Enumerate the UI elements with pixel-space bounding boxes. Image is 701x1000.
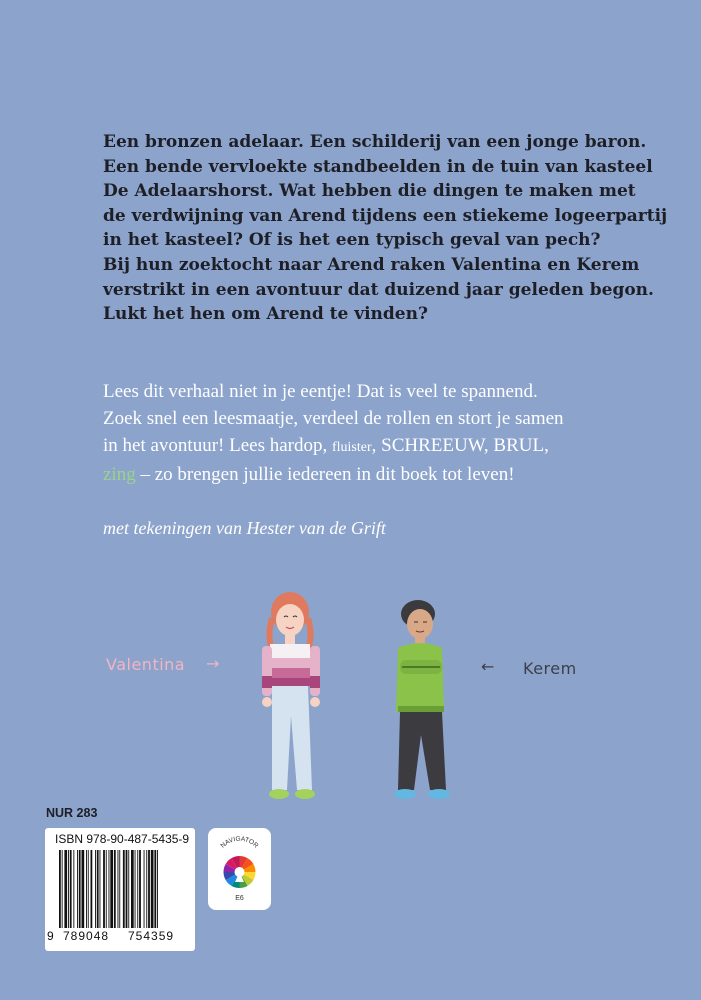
nur-code: NUR 283 xyxy=(46,806,98,820)
navigator-badge xyxy=(208,828,271,910)
barcode-bar xyxy=(100,850,101,928)
barcode-bar xyxy=(59,850,61,928)
blurb-line: de verdwijning van Arend tijdens een stiekeme logeerpartij xyxy=(103,205,668,226)
arrow-right-icon: → xyxy=(206,654,220,673)
intro-line: Lees dit verhaal niet in je eentje! Dat is veel te spannend. xyxy=(103,381,538,402)
intro-line xyxy=(103,461,623,488)
barcode-bar xyxy=(70,850,72,928)
valentina-figure xyxy=(262,592,320,799)
barcode-bar xyxy=(118,850,119,928)
arrow-left-icon: ← xyxy=(481,657,495,676)
illustrator-credit: met tekeningen van Hester van de Grift xyxy=(103,518,386,538)
barcode-bar xyxy=(79,850,81,928)
kerem-figure xyxy=(394,600,450,799)
intro-text: – zo brengen jullie iedereen in dit boek tot leven! xyxy=(135,464,515,485)
barcode-bar xyxy=(77,850,78,928)
barcode-bar xyxy=(123,850,125,928)
barcode-bar xyxy=(68,850,69,928)
characters-illustration xyxy=(0,580,701,810)
barcode-bar xyxy=(131,850,134,928)
barcode-bar xyxy=(144,850,145,928)
barcode-bar xyxy=(86,850,87,928)
reading-intro xyxy=(103,378,623,488)
barcode-bar xyxy=(139,850,141,928)
intro-line: Zoek snel een leesmaatje, verdeel de rollen en stort je samen xyxy=(103,408,564,429)
barcode-bar xyxy=(103,850,105,928)
barcode-bar xyxy=(88,850,89,928)
blurb-line: Bij hun zoektocht naar Arend raken Valentina en Kerem xyxy=(103,254,640,275)
barcode-digits-group2: 754359 xyxy=(128,929,175,943)
barcode xyxy=(45,828,195,951)
intro-text: in het avontuur! Lees hardop, xyxy=(103,435,332,456)
kerem-label: Kerem xyxy=(523,659,577,678)
blurb-line: De Adelaarshorst. Wat hebben die dingen te maken met xyxy=(103,181,636,202)
blurb-line: verstrikt in een avontuur dat duizend jaar geleden begon. xyxy=(103,279,654,300)
barcode-bar xyxy=(146,850,147,928)
blurb-line: Een bronzen adelaar. Een schilderij van een jonge baron. xyxy=(103,132,647,152)
barcode-bars xyxy=(55,850,185,928)
barcode-digits-group1: 789048 xyxy=(63,929,110,943)
barcode-bar xyxy=(91,850,93,928)
barcode-digit-first: 9 xyxy=(47,929,54,943)
barcode-bar xyxy=(95,850,96,928)
barcode-bar xyxy=(157,850,158,928)
barcode-bar xyxy=(64,850,67,928)
barcode-bar xyxy=(137,850,138,928)
barcode-bar xyxy=(109,850,110,928)
barcode-bar xyxy=(82,850,85,928)
intro-text: , SCHREEUW, BRUL, xyxy=(371,435,549,456)
barcode-bar xyxy=(151,850,154,928)
barcode-bar xyxy=(148,850,150,928)
barcode-bar xyxy=(128,850,129,928)
barcode-bar xyxy=(62,850,63,928)
navigator-label: NAVIGATOR xyxy=(219,835,260,850)
barcode-bar xyxy=(106,850,107,928)
barcode-bar xyxy=(73,850,74,928)
blurb-line: Een bende vervloekte standbeelden in de tuin van kasteel xyxy=(103,156,653,177)
valentina-label: Valentina xyxy=(106,655,186,674)
barcode-bar xyxy=(154,850,156,928)
barcode-bar xyxy=(114,850,116,928)
barcode-bar xyxy=(126,850,128,928)
barcode-bar xyxy=(110,850,113,928)
whisper-word: fluister xyxy=(331,440,372,455)
blurb-text xyxy=(103,130,668,327)
sing-word: zing xyxy=(103,464,136,485)
blurb-line: Lukt het hen om Arend te vinden? xyxy=(103,304,428,325)
barcode-bar xyxy=(135,850,136,928)
intro-line xyxy=(103,432,623,461)
isbn-number: ISBN 978-90-487-5435-9 xyxy=(55,832,190,846)
barcode-bar xyxy=(97,850,99,928)
blurb-line: in het kasteel? Of is het een typisch geval van pech? xyxy=(103,230,601,251)
barcode-bar xyxy=(119,850,120,928)
navigator-level: E6 xyxy=(235,895,244,902)
